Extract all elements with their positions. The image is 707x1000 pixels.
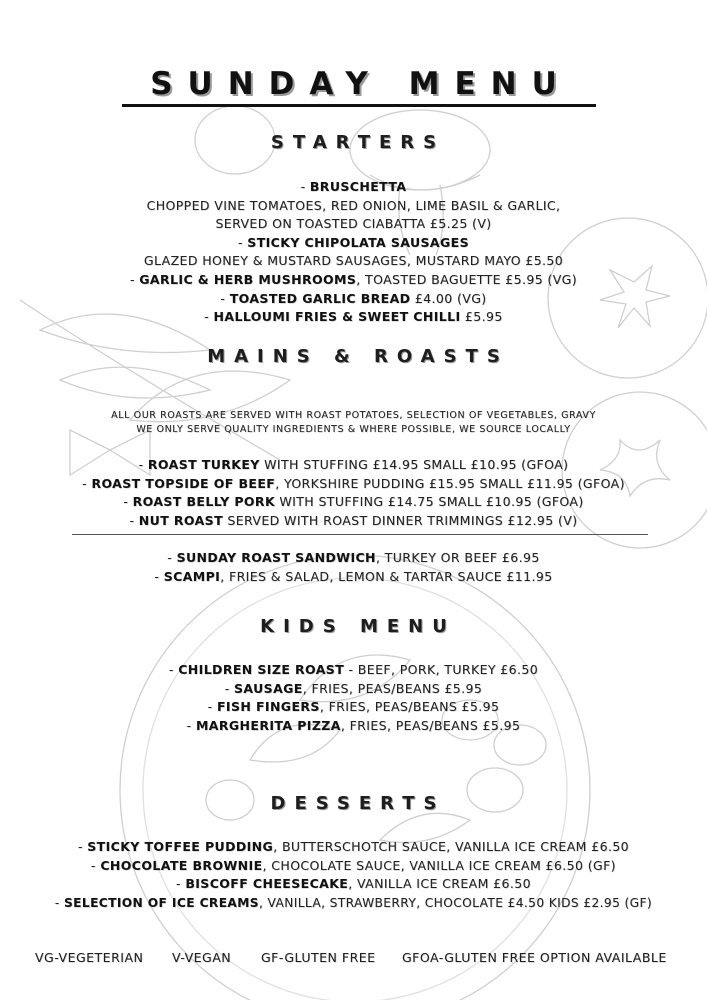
sourcing-note: WE ONLY SERVE QUALITY INGREDIENTS & WHERE POSSIBLE, WE SOURCE LOCALLY [136,424,571,435]
menu-title: SUNDAY MENU [150,66,572,102]
menu-line: - SCAMPI, FRIES & SALAD, LEMON & TARTAR SAUCE £11.95 [154,568,553,584]
menu-line: - SAUSAGE, FRIES, PEAS/BEANS £5.95 [224,680,483,696]
menu-line: - STICKY CHIPOLATA SAUSAGES [238,234,469,250]
menu-line: - ROAST BELLY PORK WITH STUFFING £14.75 SMALL £10.95 (GFOA) [123,494,584,510]
menu-line: - STICKY TOFFEE PUDDING, BUTTERSCHOTCH SAUCE, VANILLA ICE CREAM £6.50 [77,839,630,854]
mains-heading: MAINS & ROASTS [207,346,509,367]
menu-line: - NUT ROAST SERVED WITH ROAST DINNER TRIMMINGS £12.95 (V) [129,512,578,528]
section-divider [72,534,648,535]
menu-line: - TOASTED GARLIC BREAD £4.00 (VG) [220,290,487,306]
legend-gf: GF-GLUTEN FREE [261,950,376,965]
menu-line: CHOPPED VINE TOMATOES, RED ONION, LIME BASIL & GARLIC, [146,197,561,213]
menu-line: - HALLOUMI FRIES & SWEET CHILLI £5.95 [204,309,503,325]
other-mains-list [0,549,707,586]
menu-line: - BRUSCHETTA [300,179,407,194]
menu-line: - CHILDREN SIZE ROAST - BEEF, PORK, TURKEY £6.50 [168,662,539,677]
dietary-legend [35,950,685,970]
legend-vg: VG-VEGETERIAN [35,950,144,965]
roasts-list [0,456,707,530]
menu-line: GLAZED HONEY & MUSTARD SAUSAGES, MUSTARD MAYO £5.50 [143,253,564,269]
kids-heading: KIDS MENU [260,616,456,637]
legend-gfoa: GFOA-GLUTEN FREE OPTION AVAILABLE [402,950,667,965]
menu-line: - ROAST TURKEY WITH STUFFING £14.95 SMALL £10.95 (GFOA) [138,457,569,472]
starters-heading: STARTERS [270,132,446,153]
menu-line: - BISCOFF CHEESECAKE, VANILLA ICE CREAM £6.50 [176,876,531,892]
desserts-heading: DESSERTS [270,793,446,814]
menu-line: - CHOCOLATE BROWNIE, CHOCOLATE SAUCE, VANILLA ICE CREAM £6.50 (GF) [91,857,616,873]
title-underline [122,104,596,107]
menu-line: - ROAST TOPSIDE OF BEEF, YORKSHIRE PUDDING £15.95 SMALL £11.95 (GFOA) [82,475,625,491]
mains-notes [0,409,707,437]
kids-list [0,661,707,735]
menu-line: - FISH FINGERS, FRIES, PEAS/BEANS £5.95 [207,699,500,715]
menu-line: SERVED ON TOASTED CIABATTA £5.25 (V) [215,216,492,232]
legend-v: V-VEGAN [172,950,232,965]
starters-list [0,178,707,327]
roast-note: ALL OUR ROASTS ARE SERVED WITH ROAST POTATOES, SELECTION OF VEGETABLES, GRAVY [111,410,596,421]
menu-line: - SELECTION OF ICE CREAMS, VANILLA, STRAWBERRY, CHOCOLATE £4.50 KIDS £2.95 (GF) [54,895,653,910]
menu-line: - GARLIC & HERB MUSHROOMS, TOASTED BAGUETTE £5.95 (VG) [129,271,578,287]
desserts-list [0,838,707,912]
menu-line: - MARGHERITA PIZZA, FRIES, PEAS/BEANS £5.95 [186,717,521,733]
menu-line: - SUNDAY ROAST SANDWICH, TURKEY OR BEEF £6.95 [167,550,540,565]
